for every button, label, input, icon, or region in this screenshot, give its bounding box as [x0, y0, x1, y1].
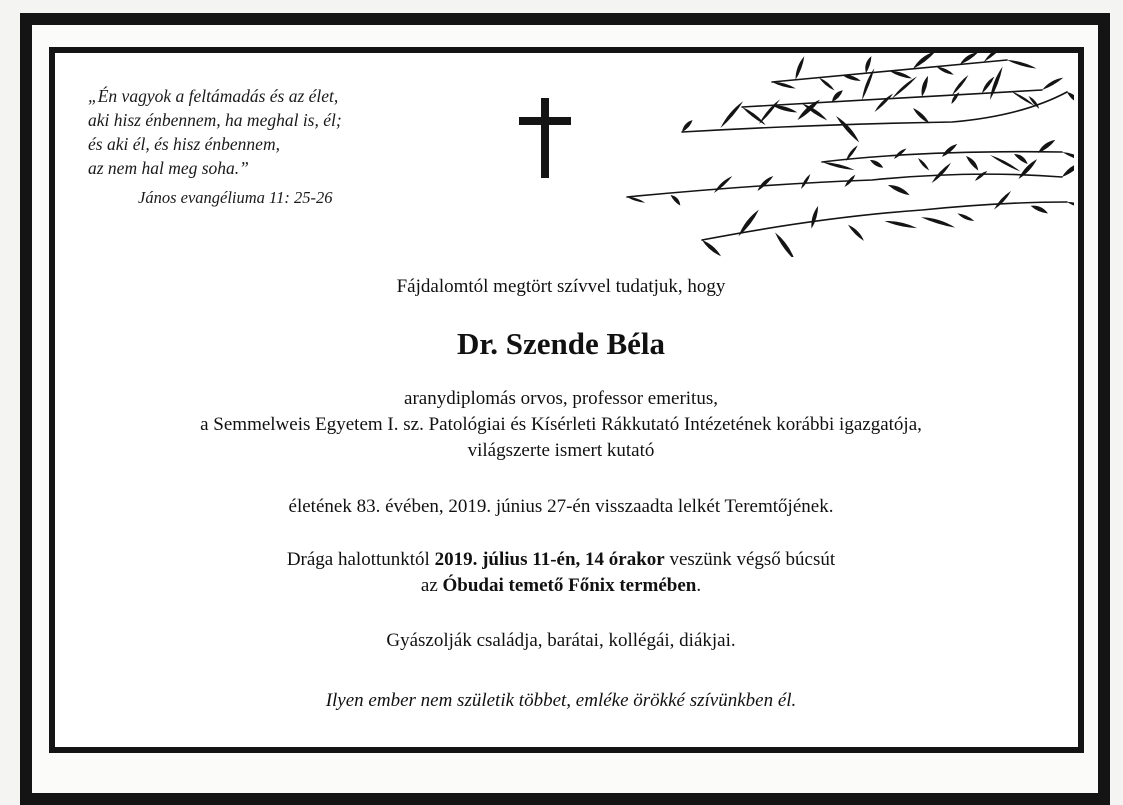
mourners-text: Gyászolják családja, barátai, kollégái, diákjai.: [386, 630, 736, 651]
leaf-shape: [993, 190, 1013, 211]
leaf-shape: [965, 154, 981, 171]
leaf-shape: [800, 173, 812, 190]
leaf-shape: [756, 174, 775, 192]
leaf-shape: [701, 238, 723, 257]
leaf-shape: [891, 75, 918, 99]
funeral-line-1: Drága halottunktól 2019. július 11-én, 14 órakor veszünk végső búcsút: [286, 549, 836, 570]
intro-text: Fájdalomtól megtört szívvel tudatjuk, hogy: [396, 276, 726, 297]
quote-line: „Én vagyok a feltámadás és az élet,: [88, 86, 339, 106]
closing-text: Ilyen ember nem születik többet, emléke örökké szívünkben él.: [325, 690, 797, 711]
leaf-shape: [873, 92, 894, 113]
leaf-shape: [950, 91, 961, 105]
leaf-shape: [863, 55, 872, 73]
leaf-shape: [719, 100, 744, 129]
leaf-shape: [712, 175, 733, 194]
leaf-shape: [957, 212, 975, 223]
title-line: világszerte ismert kutató: [467, 440, 655, 461]
willow-branch-icon: [622, 52, 1074, 257]
leaf-shape: [1060, 160, 1074, 179]
funeral-location: Óbudai temető Főnix termében: [442, 575, 697, 596]
title-line: aranydiplomás orvos, professor emeritus,: [404, 388, 718, 409]
leaf-shape: [809, 205, 819, 229]
leaf-shape: [670, 193, 683, 206]
deceased-name: Dr. Szende Béla: [456, 326, 666, 361]
bible-quote: [88, 84, 418, 210]
leaf-shape: [1007, 58, 1037, 70]
quote-line: aki hisz énbennem, ha meghal is, él;: [88, 110, 342, 130]
leaf-shape: [921, 215, 956, 229]
leaf-shape: [1062, 150, 1074, 165]
leaf-shape: [1017, 158, 1039, 181]
leaf-shape: [736, 208, 760, 237]
quote-reference: János evangéliuma 11: 25-26: [138, 188, 333, 207]
leaf-shape: [835, 114, 862, 143]
leaf-shape: [974, 170, 988, 182]
leaf-shape: [887, 182, 911, 196]
leaf-shape: [869, 158, 884, 169]
leaf-shape: [818, 76, 836, 91]
leaf-shape: [1041, 75, 1064, 90]
leaf-shape: [847, 223, 866, 242]
leaf-shape: [1030, 203, 1049, 215]
leaf-shape: [796, 98, 822, 122]
funeral-info: [56, 547, 1066, 599]
leaf-shape: [919, 75, 929, 97]
leaf-shape: [930, 162, 952, 185]
leaf-shape: [1013, 152, 1029, 165]
quote-line: az nem hal meg soha.”: [88, 158, 249, 178]
leaf-shape: [774, 231, 797, 257]
leaf-shape: [741, 105, 767, 126]
leaf-shape: [951, 74, 970, 96]
title-line: a Semmelweis Egyetem I. sz. Patológiai és Kísérleti Rákkutató Intézetének korábbi igazgatója,: [200, 414, 922, 435]
funeral-datetime: 2019. július 11-én, 14 órakor: [434, 549, 665, 570]
funeral-line-2: az Óbudai temető Főnix termében.: [420, 575, 702, 596]
quote-line: és aki él, és hisz énbennem,: [88, 134, 280, 154]
leaf-shape: [893, 147, 907, 160]
leaf-shape: [793, 55, 805, 80]
leaf-shape: [917, 157, 930, 172]
leaf-shape: [884, 219, 917, 230]
leaf-shape: [940, 142, 958, 158]
titles-block: [56, 386, 1066, 464]
latin-cross-icon: [519, 98, 571, 178]
death-notice: életének 83. évében, 2019. június 27-én visszaadta lelkét Teremtőjének.: [288, 496, 834, 517]
